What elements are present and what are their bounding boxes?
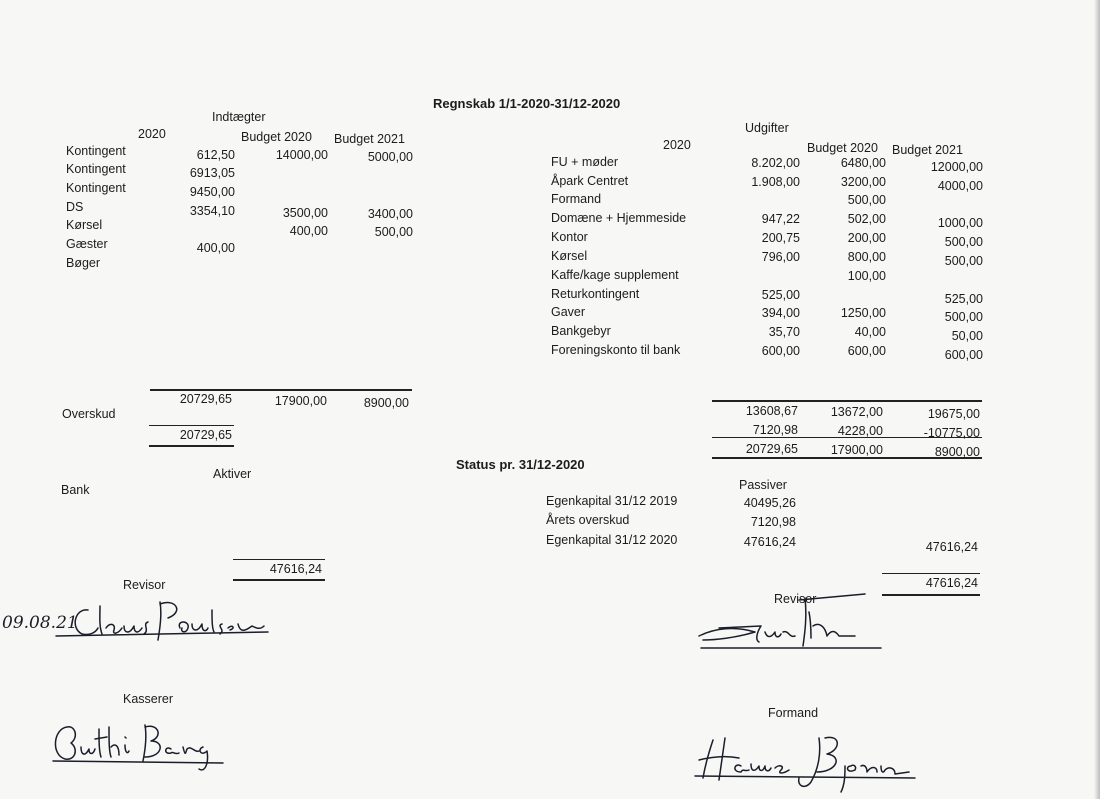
surplus-value: 20729,65 — [179, 428, 232, 442]
expense-row-budget2021: 4000,00 — [937, 179, 983, 193]
expense-row-2020: 394,00 — [761, 306, 800, 320]
bank-label: Bank — [61, 483, 90, 497]
expenses-col-budget2020: Budget 2020 — [807, 141, 878, 155]
expense-row-budget2020: 3200,00 — [840, 175, 886, 189]
revisor-left-signature — [0, 588, 270, 648]
expense-row-label: Returkontingent — [551, 287, 640, 301]
expense-row-label: Kontor — [551, 230, 588, 244]
expense-row-budget2021: 12000,00 — [930, 160, 983, 174]
expense-row-2020: 796,00 — [761, 250, 800, 264]
expense-row-2020: 525,00 — [761, 288, 800, 302]
revisor-right-label: Revisor — [774, 592, 817, 606]
expense-row-budget2021: 500,00 — [944, 310, 983, 324]
expense-row-budget2021: 525,00 — [944, 292, 983, 306]
expense-row-label: Domæne + Hjemmeside — [551, 211, 687, 225]
status-row-value: 7120,98 — [750, 515, 796, 529]
expense-row-budget2021: 50,00 — [951, 329, 983, 343]
surplus-label: Overskud — [62, 407, 116, 421]
status-row-value: 40495,26 — [743, 496, 796, 510]
expenses-col-2020: 2020 — [663, 138, 691, 152]
assets-rule-bottom — [233, 579, 325, 581]
expense-row-2020: 200,75 — [761, 231, 800, 245]
status-right-rule-bottom — [882, 594, 980, 596]
income-total-2020: 20729,65 — [179, 392, 232, 406]
expenses-total-rule-mid — [712, 437, 982, 438]
income-row-budget2021: 500,00 — [374, 225, 413, 239]
expense-total-budget2021: -10775,00 — [923, 426, 980, 440]
expenses-col-budget2021: Budget 2021 — [892, 143, 963, 157]
expense-total-2020: 13608,67 — [745, 404, 798, 418]
page-edge-shadow — [1094, 0, 1100, 799]
expense-row-2020: 1.908,00 — [751, 175, 800, 189]
expense-row-2020: 600,00 — [761, 344, 800, 358]
formand-signature — [695, 732, 925, 799]
expense-row-budget2020: 200,00 — [847, 231, 886, 245]
income-row-label: DS — [66, 200, 84, 214]
assets-heading: Aktiver — [213, 467, 252, 481]
income-row-2020: 3354,10 — [189, 204, 235, 218]
revisor-left-label: Revisor — [123, 578, 166, 592]
status-row-label: Årets overskud — [546, 513, 630, 527]
revisor-left-date: 09.08.21 — [2, 613, 78, 633]
income-col-budget2021: Budget 2021 — [334, 132, 405, 146]
expenses-total-rule-bottom — [712, 457, 982, 459]
income-row-2020: 400,00 — [196, 241, 235, 255]
status-right-total: 47616,24 — [925, 576, 978, 590]
expenses-heading: Udgifter — [745, 121, 789, 135]
expense-row-budget2021: 500,00 — [944, 254, 983, 268]
liabilities-heading: Passiver — [739, 478, 787, 492]
expense-row-2020: 35,70 — [768, 325, 800, 339]
income-row-label: Kontingent — [66, 181, 126, 195]
kasserer-label: Kasserer — [123, 692, 174, 706]
kasserer-signature — [45, 715, 235, 775]
expenses-total-rule-top — [712, 400, 982, 402]
expense-row-budget2020: 600,00 — [847, 344, 886, 358]
income-heading: Indtægter — [212, 110, 266, 124]
expense-row-budget2020: 502,00 — [847, 212, 886, 226]
income-total-budget2020: 17900,00 — [274, 394, 327, 408]
income-col-budget2020: Budget 2020 — [241, 130, 312, 144]
expense-row-label: Gaver — [551, 305, 586, 319]
income-row-2020: 612,50 — [196, 148, 235, 162]
expense-row-label: FU + møder — [551, 155, 619, 169]
income-row-label: Kontingent — [66, 144, 126, 158]
expense-total-budget2021: 8900,00 — [934, 445, 980, 459]
income-row-2020: 9450,00 — [189, 185, 235, 199]
status-title: Status pr. 31/12-2020 — [456, 457, 585, 472]
document-title: Regnskab 1/1-2020-31/12-2020 — [433, 96, 621, 111]
expense-row-label: Kaffe/kage supplement — [551, 268, 679, 282]
status-row-label: Egenkapital 31/12 2019 — [546, 494, 678, 508]
expense-row-budget2020: 1250,00 — [840, 306, 886, 320]
expense-row-budget2020: 500,00 — [847, 193, 886, 207]
expense-row-budget2020: 6480,00 — [840, 156, 886, 170]
assets-rule-top — [233, 559, 325, 560]
expense-row-budget2021: 1000,00 — [937, 216, 983, 230]
income-row-budget2020: 3500,00 — [282, 206, 328, 220]
expense-row-label: Bankgebyr — [551, 324, 611, 338]
formand-label: Formand — [768, 706, 819, 720]
income-row-budget2021: 5000,00 — [367, 150, 413, 164]
surplus-rule-top — [149, 425, 234, 426]
revisor-right-signature — [695, 592, 885, 662]
income-row-label: Kørsel — [66, 218, 103, 232]
expense-total-budget2021: 19675,00 — [927, 407, 980, 421]
assets-total: 47616,24 — [269, 562, 322, 576]
income-row-label: Kontingent — [66, 162, 126, 176]
expense-row-budget2020: 800,00 — [847, 250, 886, 264]
income-row-budget2020: 14000,00 — [275, 148, 328, 162]
expense-total-2020: 7120,98 — [752, 423, 798, 437]
income-row-label: Bøger — [66, 256, 101, 270]
surplus-rule-bottom — [149, 445, 234, 447]
income-row-2020: 6913,05 — [189, 166, 235, 180]
expense-row-label: Foreningskonto til bank — [551, 343, 681, 357]
status-row-value: 47616,24 — [743, 535, 796, 549]
status-row-label: Egenkapital 31/12 2020 — [546, 533, 678, 547]
expense-row-label: Åpark Centret — [551, 174, 629, 188]
expense-total-2020: 20729,65 — [745, 442, 798, 456]
expense-row-budget2020: 40,00 — [854, 325, 886, 339]
expense-row-label: Kørsel — [551, 249, 588, 263]
income-row-label: Gæster — [66, 237, 108, 251]
income-row-budget2021: 3400,00 — [367, 207, 413, 221]
expense-row-budget2021: 600,00 — [944, 348, 983, 362]
income-total-budget2021: 8900,00 — [363, 396, 409, 410]
expense-row-label: Formand — [551, 192, 602, 206]
income-col-2020: 2020 — [138, 127, 166, 141]
status-right-value: 47616,24 — [925, 540, 978, 554]
expense-row-budget2020: 100,00 — [847, 269, 886, 283]
status-right-rule-top — [882, 573, 980, 574]
income-total-rule — [150, 389, 412, 391]
expense-total-budget2020: 13672,00 — [830, 405, 883, 419]
expense-row-2020: 947,22 — [761, 212, 800, 226]
expense-row-2020: 8.202,00 — [751, 156, 800, 170]
income-row-budget2020: 400,00 — [289, 224, 328, 238]
expense-row-budget2021: 500,00 — [944, 235, 983, 249]
expense-total-budget2020: 4228,00 — [837, 424, 883, 438]
expense-total-budget2020: 17900,00 — [830, 443, 883, 457]
